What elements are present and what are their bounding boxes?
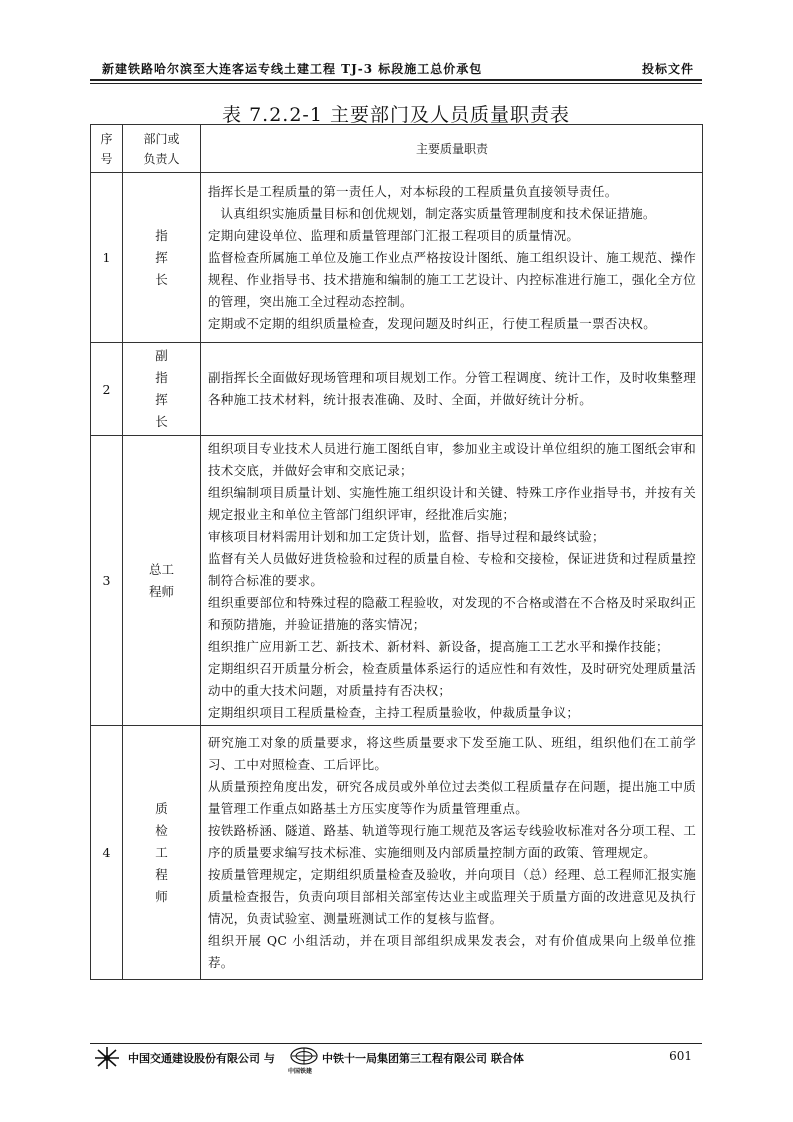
header-no: [91, 125, 123, 173]
header-role-line: 负责人: [143, 151, 180, 166]
duty-item: 监督检查所属施工单位及施工作业点严格按设计图纸、施工组织设计、施工规范、操作规程、作业指导书、技术措施和编制的施工工艺设计、内控标准进行施工，强化全方位的管理，突出施工全过程动态控制。: [208, 249, 696, 309]
duty-item: 定期或不定期的组织质量检查，发现问题及时纠正，行使工程质量一票否决权。: [208, 315, 657, 331]
duty-item: 组织重要部位和特殊过程的隐蔽工程验收，对发现的不合格或潜在不合格及时采取纠正和预防措施，并验证措施的落实情况；: [208, 594, 696, 632]
duty-item: 定期组织召开质量分析会，检查质量体系运行的适应性和有效性，及时研究处理质量活动中的重大技术问题，对质量持有否决权；: [208, 660, 696, 698]
role-char: 程: [155, 866, 168, 882]
role-char: 长: [155, 414, 168, 429]
role-char: 指: [155, 227, 168, 243]
project-title: 新建铁路哈尔滨至大连客运专线土建工程 TJ-3 标段施工总价承包: [102, 62, 483, 76]
row-duties: [201, 436, 703, 726]
row-role: [123, 726, 201, 980]
footer-company-1: [128, 1050, 275, 1066]
duty-item: 监督有关人员做好进货检验和过程的质量自检、专检和交接检，保证进货和过程质量控制符合标准的要求。: [208, 550, 696, 588]
document-type: 投标文件: [641, 62, 694, 76]
table-header-row: [91, 125, 703, 173]
role-char: 师: [155, 888, 168, 904]
duty-item: 审核项目材料需用计划和加工定货计划，监督、指导过程和最终试验；: [208, 528, 605, 544]
header-no-line: 序: [100, 131, 113, 146]
ccc-logo-icon: [94, 1046, 120, 1070]
header-no-line: 号: [100, 151, 113, 166]
row-number: 1: [91, 173, 123, 343]
page-header: [90, 58, 702, 78]
page-number: 601: [669, 1049, 692, 1063]
duty-item: 组织编制项目质量计划、实施性施工组织设计和关键、特殊工序作业指导书，并按有关规定报业主和单位主管部门组织评审，经批准后实施；: [208, 484, 696, 522]
duty-item: 按铁路桥涵、隧道、路基、轨道等现行施工规范及客运专线验收标准对各分项工程、工序的质量要求编写技术标准、实施细则及内部质量控制方面的政策、管理规定。: [208, 822, 696, 860]
role-char: 挥: [155, 392, 168, 407]
header-duty: [201, 125, 703, 173]
role-char: 挥: [155, 249, 168, 265]
duty-item: 认真组织实施质量目标和创优规划，制定落实质量管理制度和技术保证措施。: [220, 205, 656, 221]
role-char: 长: [155, 271, 168, 287]
table-row: [91, 436, 703, 726]
duty-item: 组织开展 QC 小组活动，并在项目部组织成果发表会，对有价值成果向上级单位推荐。: [208, 932, 696, 970]
duty-item: 组织推广应用新工艺、新技术、新材料、新设备，提高施工工艺水平和操作技能；: [208, 638, 669, 654]
row-role: [123, 173, 201, 343]
header-role: [123, 125, 201, 173]
row-duties: [201, 173, 703, 343]
row-number: 4: [91, 726, 123, 980]
company2-text: 中铁十一局集团第三工程有限公司: [322, 1052, 487, 1065]
page-footer: [90, 1046, 702, 1076]
duty-item: 从质量预控角度出发，研究各成员或外单位过去类似工程质量存在问题，提出施工中质量管理工作重点如路基土方压实度等作为质量管理重点。: [208, 778, 696, 816]
role-char: 质: [155, 800, 168, 816]
table-row: [91, 726, 703, 980]
quality-duty-table: [90, 124, 703, 980]
consortium-text: 联合体: [490, 1052, 524, 1065]
table-title: 表 7.2.2-1 主要部门及人员质量职责表: [222, 104, 570, 126]
footer-rule: [90, 1043, 702, 1044]
duty-item: 定期向建设单位、监理和质量管理部门汇报工程项目的质量情况。: [208, 227, 580, 243]
header-role-line: 部门或: [143, 131, 180, 146]
joiner-text: 与: [263, 1052, 275, 1065]
duty-item: 定期组织项目工程质量检查，主持工程质量验收，仲裁质量争议；: [208, 704, 580, 720]
header-rule-thin: [90, 83, 702, 84]
row-role: [123, 343, 201, 436]
row-number: 2: [91, 343, 123, 436]
role-char: 总工: [148, 561, 174, 577]
table-row: [91, 343, 703, 436]
role-char: 指: [155, 370, 168, 385]
row-number: 3: [91, 436, 123, 726]
duty-item: 按质量管理规定，定期组织质量检查及验收，并向项目（总）经理、总工程师汇报实施质量检查报告，负责向项目部相关部室传达业主或监理关于质量方面的改进意见及执行情况，负责试验室、测量班测试工作的复核与监督。: [208, 866, 696, 926]
table-row: [91, 173, 703, 343]
role-char: 检: [155, 822, 168, 838]
row-duties: [201, 726, 703, 980]
row-duties: [201, 343, 703, 436]
header-rule-thick: [90, 79, 702, 81]
header-duty-text: 主要质量职责: [415, 141, 488, 156]
duty-item: 组织项目专业技术人员进行施工图纸自审，参加业主或设计单位组织的施工图纸会审和技术交底，并做好会审和交底记录；: [208, 440, 696, 478]
footer-company-2: [322, 1050, 524, 1066]
role-char: 工: [155, 844, 168, 860]
row-role: [123, 436, 201, 726]
duty-item: 副指挥长全面做好现场管理和项目规划工作。分管工程调度、统计工作，及时收集整理各种施工技术材料，统计报表准确、及时、全面，并做好统计分析。: [208, 370, 696, 407]
duty-item: 指挥长是工程质量的第一责任人，对本标段的工程质量负直接领导责任。: [208, 183, 618, 199]
crcc-logo-icon: [290, 1046, 318, 1068]
company1-text: 中国交通建设股份有限公司: [128, 1052, 260, 1065]
role-char: 程师: [148, 583, 174, 599]
duty-item: 研究施工对象的质量要求，将这些质量要求下发至施工队、班组，组织他们在工前学习、工中对照检查、工后评比。: [208, 734, 696, 772]
role-char: 副: [155, 348, 168, 363]
crcc-logo-caption: 中国铁建: [288, 1068, 313, 1075]
